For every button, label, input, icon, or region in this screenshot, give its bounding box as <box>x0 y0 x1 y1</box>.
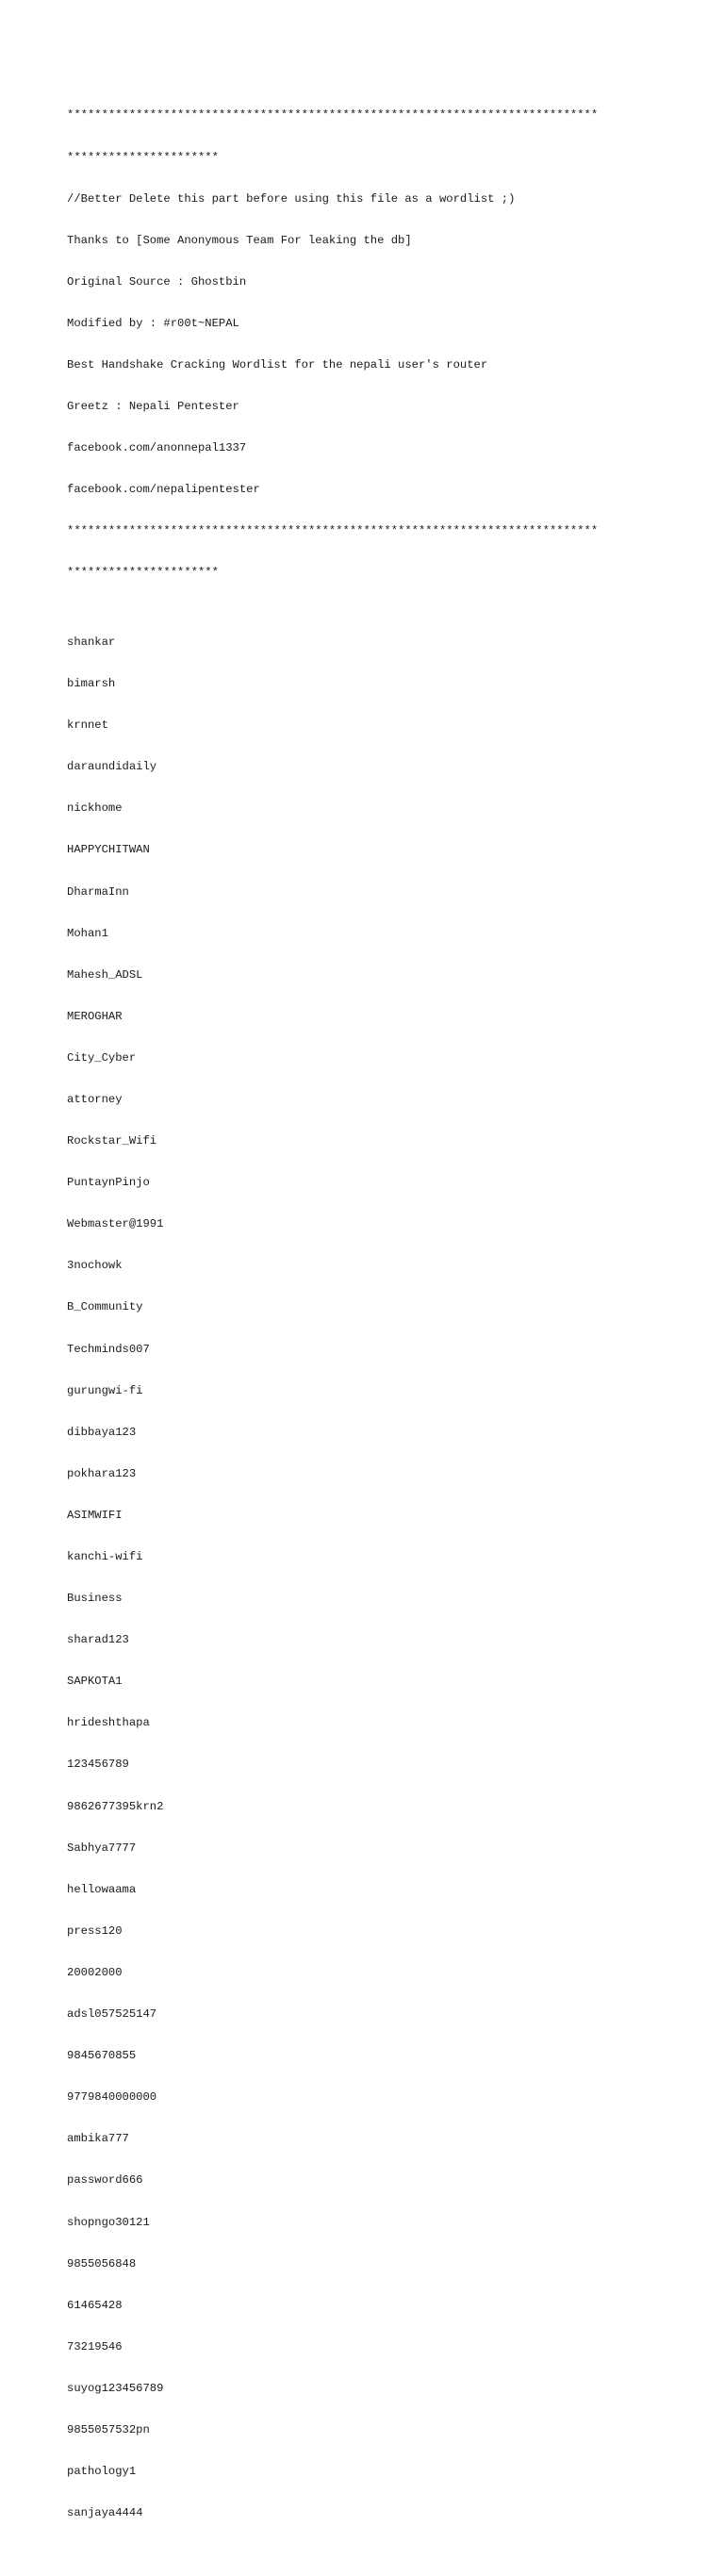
modified-line: Modified by : #r00t~NEPAL <box>67 316 239 330</box>
wordlist <box>67 608 670 2549</box>
wordlist-entry: suyog123456789 <box>67 2381 164 2395</box>
wordlist-entry: 9845670855 <box>67 2049 137 2063</box>
wordlist-entry: adsl057525147 <box>67 2007 157 2022</box>
wordlist-entry: ambika777 <box>67 2132 129 2146</box>
wordlist-entry: PuntaynPinjo <box>67 1176 150 1190</box>
source-line: Original Source : Ghostbin <box>67 274 247 289</box>
thanks-line: Thanks to [Some Anonymous Team For leaking the db] <box>67 233 412 247</box>
wordlist-entry: bimarsh <box>67 677 116 691</box>
wordlist-entry: 3nochowk <box>67 1259 123 1273</box>
wordlist-entry: 9862677395krn2 <box>67 1799 164 1813</box>
wordlist-entry: DharmaInn <box>67 884 129 899</box>
greetz-line: Greetz : Nepali Pentester <box>67 400 239 414</box>
comment-line: //Better Delete this part before using this file as a wordlist ;) <box>67 191 516 206</box>
wordlist-entry: Techminds007 <box>67 1342 150 1356</box>
wordlist-entry: attorney <box>67 1092 123 1106</box>
wordlist-entry: Rockstar_Wifi <box>67 1134 157 1148</box>
wordlist-entry: ASIMWIFI <box>67 1508 123 1522</box>
wordlist-entry: SAPKOTA1 <box>67 1675 123 1689</box>
wordlist-entry: gurungwi-fi <box>67 1383 143 1397</box>
wordlist-entry: MEROGHAR <box>67 1009 123 1023</box>
wordlist-entry: sharad123 <box>67 1633 129 1647</box>
wordlist-entry: 73219546 <box>67 2339 123 2353</box>
wordlist-entry: 123456789 <box>67 1758 129 1772</box>
separator-line-continued: ********************** <box>67 150 219 164</box>
wordlist-entry: 9855056848 <box>67 2256 137 2271</box>
wordlist-entry: nickhome <box>67 801 123 816</box>
wordlist-entry: Sabhya7777 <box>67 1841 137 1855</box>
wordlist-entry: B_Community <box>67 1300 143 1314</box>
facebook-line: facebook.com/nepalipentester <box>67 483 260 497</box>
wordlist-entry: City_Cyber <box>67 1050 137 1065</box>
wordlist-entry: dibbaya123 <box>67 1425 137 1439</box>
facebook-line: facebook.com/anonnepal1337 <box>67 441 247 455</box>
wordlist-entry: HAPPYCHITWAN <box>67 843 150 857</box>
wordlist-entry: 9855057532pn <box>67 2422 150 2436</box>
wordlist-entry: Webmaster@1991 <box>67 1217 164 1231</box>
wordlist-entry: daraundidaily <box>67 760 157 774</box>
wordlist-entry: sanjaya4444 <box>67 2506 143 2520</box>
wordlist-entry: 61465428 <box>67 2298 123 2312</box>
wordlist-entry: Mohan1 <box>67 926 108 940</box>
description-line: Best Handshake Cracking Wordlist for the nepali user's router <box>67 357 488 372</box>
wordlist-entry: kanchi-wifi <box>67 1550 143 1563</box>
wordlist-entry: press120 <box>67 1924 123 1938</box>
wordlist-entry: 20002000 <box>67 1965 123 1979</box>
wordlist-entry: pokhara123 <box>67 1466 137 1480</box>
wordlist-entry: shopngo30121 <box>67 2215 150 2229</box>
document-text <box>67 81 670 2576</box>
wordlist-entry: hellowaama <box>67 1882 137 1896</box>
wordlist-entry: 9779840000000 <box>67 2090 157 2105</box>
wordlist-entry: krnnet <box>67 718 108 733</box>
wordlist-entry: password666 <box>67 2173 143 2188</box>
wordlist-entry: hrideshthapa <box>67 1716 150 1730</box>
wordlist-entry: pathology1 <box>67 2465 137 2479</box>
wordlist-entry: shankar <box>67 635 116 649</box>
wordlist-entry: Mahesh_ADSL <box>67 967 143 982</box>
separator-line: ***************************************************************************** <box>67 524 599 538</box>
separator-line-continued: ********************** <box>67 566 219 580</box>
separator-line: ***************************************************************************** <box>67 108 599 123</box>
wordlist-entry: Business <box>67 1592 123 1606</box>
